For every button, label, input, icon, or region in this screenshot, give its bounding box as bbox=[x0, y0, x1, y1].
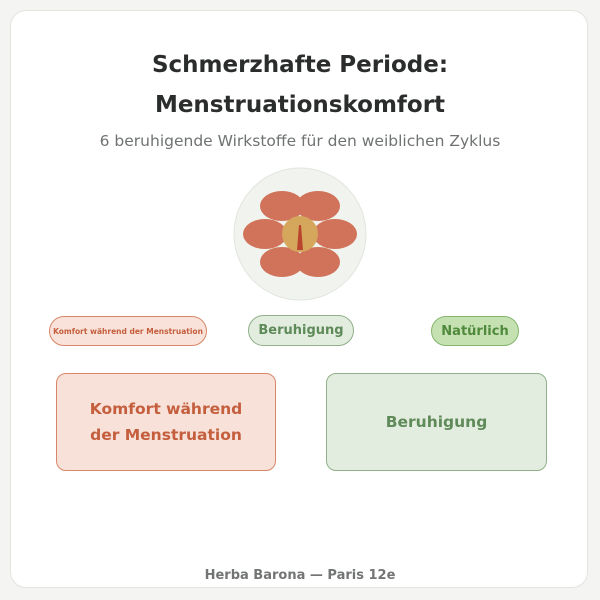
tag-menstrual-comfort: Komfort während der Menstruation bbox=[49, 316, 207, 346]
flower-icon bbox=[233, 167, 367, 301]
benefit-menstrual-comfort bbox=[56, 373, 276, 471]
benefit-calming bbox=[326, 373, 547, 471]
benefit-label: Komfort während der Menstruation bbox=[89, 400, 243, 444]
tag-natural: Natürlich bbox=[431, 316, 519, 346]
product-card bbox=[10, 10, 588, 588]
tag-calming: Beruhigung bbox=[248, 315, 354, 346]
page-subtitle: 6 beruhigende Wirkstoffe für den weiblichen Zyklus bbox=[99, 132, 501, 150]
page-title-line-2: Menstruationskomfort bbox=[154, 92, 446, 118]
brand-footer: Herba Barona — Paris 12e bbox=[204, 568, 396, 583]
benefit-label: Beruhigung bbox=[385, 413, 488, 431]
page-title-line-1: Schmerzhafte Periode: bbox=[151, 52, 449, 78]
